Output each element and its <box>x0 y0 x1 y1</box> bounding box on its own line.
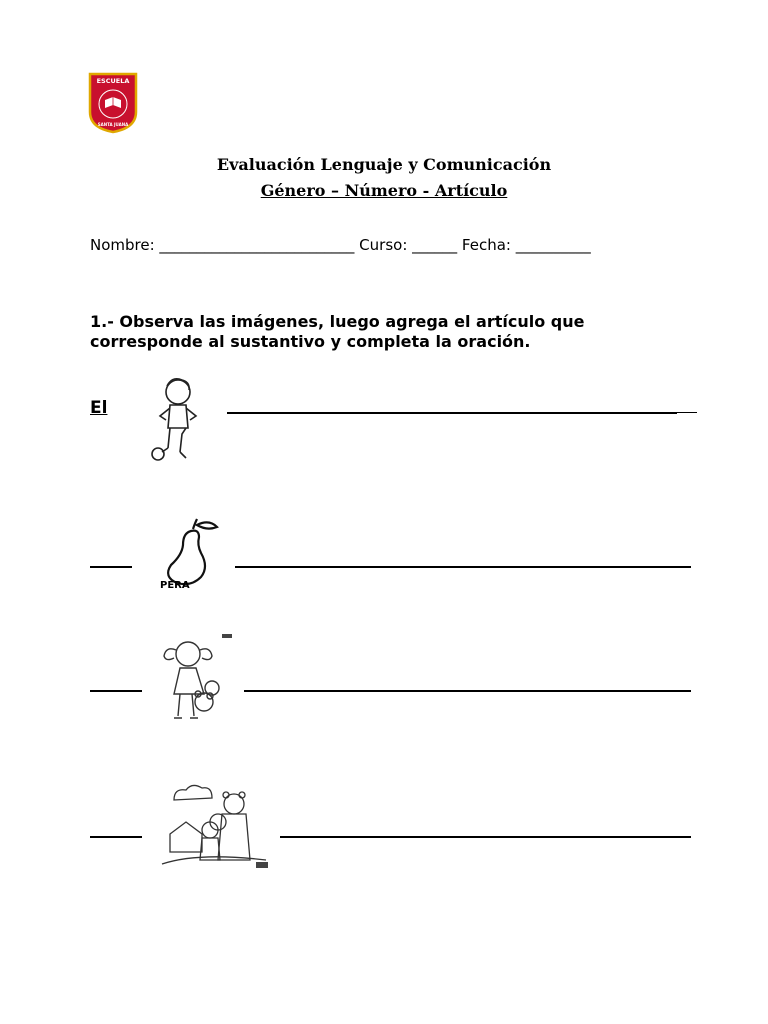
student-info-line: Nombre: __________________________ Curso: ______ Fecha: __________ <box>90 236 591 254</box>
article-1: El <box>90 398 108 418</box>
article-blank-2[interactable] <box>90 566 132 568</box>
article-blank-4[interactable] <box>90 836 142 838</box>
bear-family-icon <box>158 778 270 872</box>
girl-with-teddy-icon <box>158 632 234 730</box>
answer-blank-2[interactable] <box>235 566 691 568</box>
question-1: 1.- Observa las imágenes, luego agrega el artículo que corresponde al sustantivo y completa la oración. <box>90 312 585 351</box>
answer-blank-4[interactable] <box>280 836 691 838</box>
page-title: Evaluación Lenguaje y Comunicación <box>216 155 552 174</box>
logo-bottom-text: SANTA JUANA <box>97 122 129 127</box>
answer-blank-1-tail <box>677 412 697 413</box>
school-logo <box>88 72 138 134</box>
answer-blank-1[interactable] <box>227 412 677 414</box>
article-blank-3[interactable] <box>90 690 142 692</box>
page-subtitle: Género – Número - Artículo <box>260 181 508 200</box>
boy-with-ball-icon <box>142 372 214 464</box>
logo-top-text: ESCUELA <box>96 77 130 85</box>
pear-label: PERA <box>160 580 190 591</box>
answer-blank-3[interactable] <box>244 690 691 692</box>
